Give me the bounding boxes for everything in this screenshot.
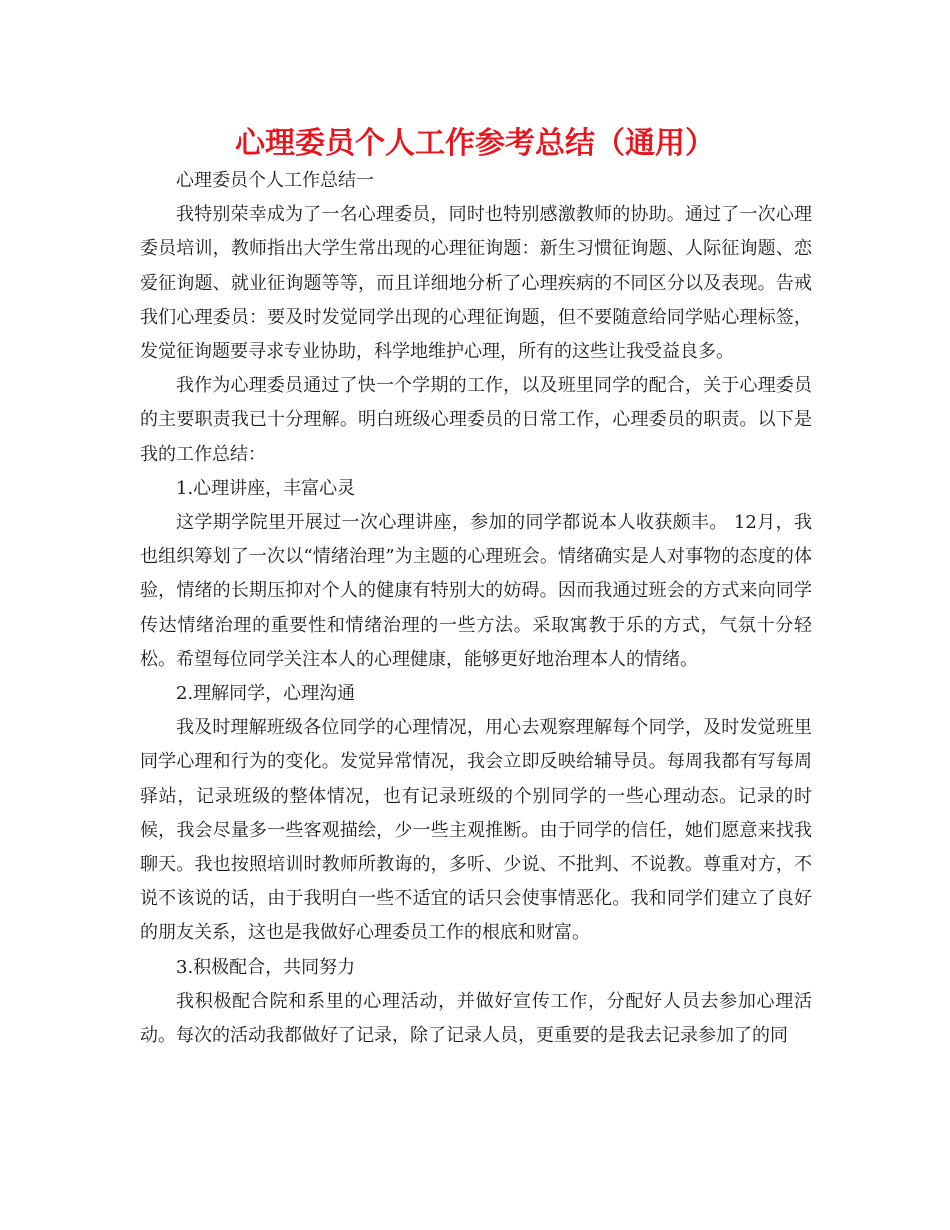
paragraph-lecture: 这学期学院里开展过一次心理讲座，参加的同学都说本人收获颇丰。 12月，我也组织筹划了一次以“情绪治理”为主题的心理班会。情绪确实是人对事物的态度的体验，情绪的长期压抑对个人的健康有特别大的妨碍。因而我通过班会的方式来向同学传达情绪治理的重要性和情绪治理的一些方法。采取寓教于乐的方式，气氛十分轻松。希望每位同学关注本人的心理健康，能够更好地治理本人的情绪。 bbox=[140, 512, 812, 670]
section-heading-cooperation: 3.积极配合，共同努力 bbox=[176, 956, 356, 978]
paragraph-overview: 我作为心理委员通过了快一个学期的工作，以及班里同学的配合，关于心理委员的主要职责我已十分理解。明白班级心理委员的日常工作，心理委员的职责。以下是我的工作总结： bbox=[140, 375, 812, 465]
paragraph-intro: 我特别荣幸成为了一名心理委员，同时也特别感激教师的协助。通过了一次心理委员培训，教师指出大学生常出现的心理征询题：新生习惯征询题、人际征询题、恋爱征询题、就业征询题等等，而且详细地分析了心理疾病的不同区分以及表现。告戒我们心理委员：要及时发觉同学出现的心理征询题，但不要随意给同学贴心理标签，发觉征询题要寻求专业协助，科学地维护心理，所有的这些让我受益良多。 bbox=[140, 204, 812, 363]
section-heading-lecture: 1.心理讲座，丰富心灵 bbox=[176, 477, 356, 499]
document-title: 心理委员个人工作参考总结（通用） bbox=[235, 126, 715, 161]
section-heading-communication: 2.理解同学，心理沟通 bbox=[176, 683, 356, 705]
paragraph-cooperation: 我积极配合院和系里的心理活动，并做好宣传工作，分配好人员去参加心理活动。每次的活动我都做好了记录，除了记录人员，更重要的是我去记录参加了的同 bbox=[140, 990, 812, 1047]
document-body bbox=[140, 164, 812, 1053]
section-heading-summary-one: 心理委员个人工作总结一 bbox=[176, 170, 374, 191]
paragraph-communication: 我及时理解班级各位同学的心理情况，用心去观察理解每个同学，及时发觉班里同学心理和行为的变化。发觉异常情况，我会立即反映给辅导员。每周我都有写每周驿站，记录班级的整体情况，也有记录班级的个别同学的一些心理动态。记录的时候，我会尽量多一些客观描绘，少一些主观推断。由于同学的信任，她们愿意来找我聊天。我也按照培训时教师所教诲的，多听、少说、不批判、不说教。尊重对方，不说不该说的话，由于我明白一些不适宜的话只会使事情恶化。我和同学们建立了良好的朋友关系，这也是我做好心理委员工作的根底和财富。 bbox=[140, 717, 812, 944]
